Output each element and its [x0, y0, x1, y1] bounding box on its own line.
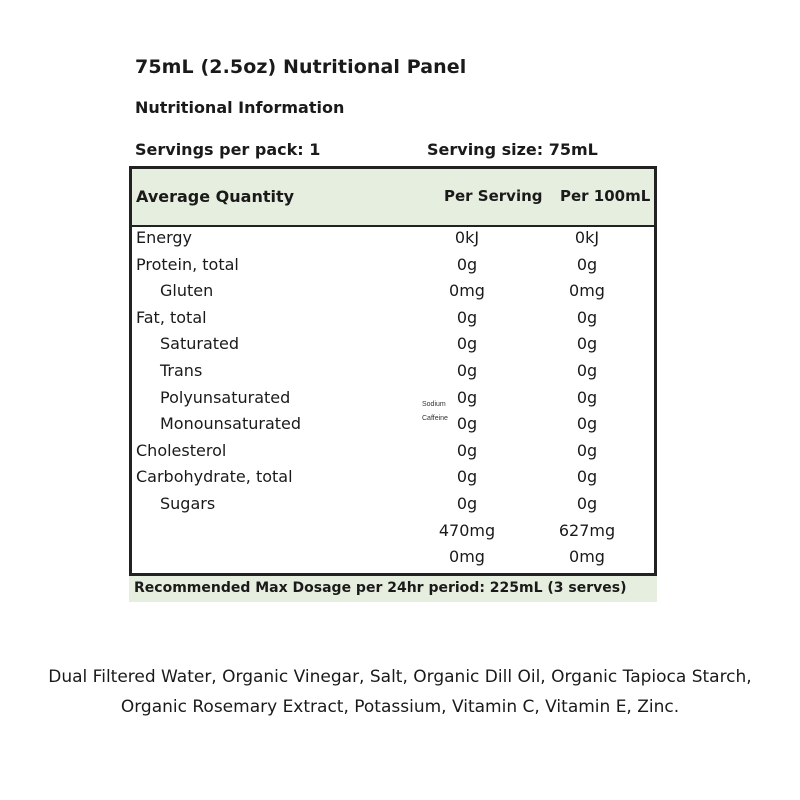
per-serving-value: 0g [456, 494, 478, 513]
table-row [132, 547, 654, 573]
nutrient-name: Fat, total [136, 307, 207, 327]
nutrient-name: Monounsaturated [160, 414, 302, 434]
table-row [132, 334, 654, 360]
table-row [132, 441, 654, 467]
per-serving-value: 0g [456, 361, 478, 380]
servings-line [135, 140, 675, 159]
table-row [132, 228, 654, 254]
per-serving-value: 0g [456, 334, 478, 354]
panel-subtitle: Nutritional Information [135, 98, 345, 117]
per-serving-value: 0g [456, 414, 478, 434]
header-per-serving: Per Serving [444, 187, 543, 205]
nutrient-name: Sugars [160, 494, 216, 513]
servings-per-pack: Servings per pack: 1 [135, 140, 321, 159]
table-header [132, 169, 654, 227]
nutrient-name: Polyunsaturated [160, 387, 291, 407]
per-serving-value: 470mg [438, 520, 496, 540]
table-row [132, 521, 654, 547]
caffeine-tiny-label: Caffeine [422, 415, 448, 422]
per-100ml-value: 0g [576, 307, 598, 327]
nutrient-name: Energy [136, 228, 193, 247]
serving-size: Serving size: 75mL [427, 140, 598, 159]
per-100ml-value: 0g [576, 254, 598, 274]
nutrient-name: Protein, total [136, 254, 239, 274]
per-100ml-value: 0g [576, 467, 598, 487]
table-row [132, 388, 654, 414]
per-100ml-value: 0mg [569, 281, 605, 301]
per-serving-value: 0g [456, 387, 478, 407]
per-100ml-value: 0g [576, 361, 598, 380]
per-100ml-value: 0g [576, 334, 598, 354]
per-100ml-value: 0kJ [574, 228, 600, 247]
per-serving-value: 0g [456, 254, 478, 274]
per-100ml-value: 0g [576, 440, 598, 460]
per-serving-value: 0g [456, 440, 478, 460]
header-per-100ml: Per 100mL [560, 187, 651, 205]
table-row [132, 467, 654, 493]
recommended-dosage: Recommended Max Dosage per 24hr period: 225mL (3 serves) [129, 576, 657, 602]
nutrient-name: Trans [160, 361, 203, 380]
per-serving-value: 0g [456, 307, 478, 327]
nutrition-table [129, 166, 657, 576]
ingredients-list: Dual Filtered Water, Organic Vinegar, Salt, Organic Dill Oil, Organic Tapioca Starch, Organic Rosemary Extract, Potassium, Vitamin C, Vitamin E, Zinc. [48, 667, 752, 717]
table-row [132, 281, 654, 307]
nutrient-name: Gluten [160, 281, 214, 301]
nutrient-name: Saturated [160, 334, 240, 354]
per-100ml-value: 0mg [569, 547, 605, 567]
per-serving-value: 0mg [449, 547, 485, 567]
header-average-quantity: Average Quantity [136, 187, 295, 206]
table-row [132, 494, 654, 520]
table-row [132, 361, 654, 387]
per-serving-value: 0g [456, 467, 478, 487]
per-100ml-value: 0g [576, 414, 598, 434]
nutrient-name: Cholesterol [136, 440, 227, 460]
panel-title: 75mL (2.5oz) Nutritional Panel [135, 56, 467, 78]
table-row [132, 414, 654, 440]
table-row [132, 308, 654, 334]
per-serving-value: 0mg [449, 281, 485, 301]
per-serving-value: 0kJ [454, 228, 480, 247]
sodium-tiny-label: Sodium [422, 401, 446, 408]
per-100ml-value: 0g [576, 387, 598, 407]
table-row [132, 255, 654, 281]
per-100ml-value: 627mg [558, 520, 616, 540]
per-100ml-value: 0g [576, 494, 598, 513]
nutrient-name: Carbohydrate, total [136, 467, 293, 487]
